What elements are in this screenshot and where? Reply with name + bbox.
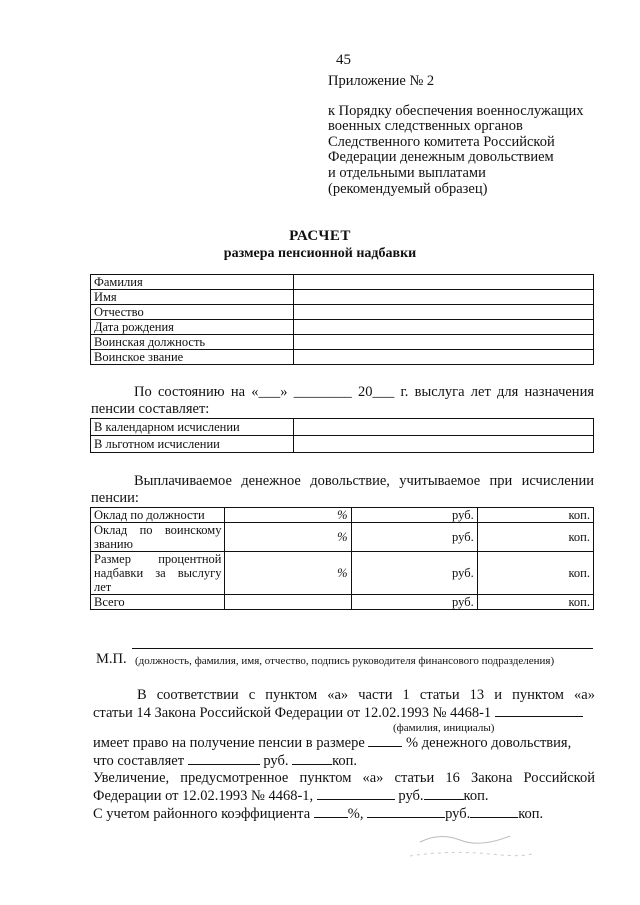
signature-line[interactable]	[132, 648, 593, 649]
value-cell[interactable]	[294, 320, 594, 335]
increase-text: Федерации от 12.02.1993 № 4468-1,	[93, 788, 314, 804]
pension-right-text: имеет право на получение пенсии в размере	[93, 735, 365, 751]
kop-label: коп.	[463, 788, 489, 804]
document-title: РАСЧЕТ	[289, 228, 351, 244]
row-label: Воинское звание	[91, 350, 294, 365]
conclusion-line-4	[93, 752, 595, 770]
appendix-title: Приложение № 2	[328, 73, 435, 89]
kop-cell[interactable]: коп.	[477, 552, 593, 595]
kop-cell[interactable]: коп.	[477, 595, 593, 610]
table-row	[91, 595, 594, 610]
fio-note: (фамилия, инициалы)	[393, 722, 495, 734]
kop-blank[interactable]	[292, 752, 332, 765]
stamp-stroke	[410, 852, 535, 856]
conclusion-line-3	[93, 734, 595, 752]
value-cell[interactable]	[294, 275, 594, 290]
rub-cell[interactable]: руб.	[351, 595, 477, 610]
page-number: 45	[336, 52, 351, 68]
value-cell[interactable]	[294, 436, 594, 453]
amount-text: что составляет	[93, 753, 185, 769]
personal-data-table	[90, 274, 594, 365]
value-cell[interactable]	[294, 419, 594, 436]
law-reference: статьи 14 Закона Российской Федерации от 12.02.1993 № 4468-1	[93, 705, 492, 721]
appendix-line: (рекомендуемый образец)	[328, 180, 488, 197]
row-label: В календарном исчислении	[91, 419, 294, 436]
rub-label: руб.	[263, 753, 289, 769]
rub-cell[interactable]: руб.	[351, 508, 477, 523]
pay-line-2: пенсии:	[91, 490, 139, 506]
document-subtitle: размера пенсионной надбавки	[223, 246, 417, 261]
row-label: Оклад по воинскому званию	[91, 523, 225, 552]
value-cell[interactable]	[294, 290, 594, 305]
percent-cell[interactable]: %	[225, 508, 351, 523]
signature-note: (должность, фамилия, имя, отчество, подпись руководителя финансового подразделения)	[135, 655, 555, 667]
faded-stamp-mark	[400, 812, 540, 868]
coefficient-text: С учетом районного коэффициента	[93, 806, 311, 822]
table-row	[91, 275, 594, 290]
row-label: Оклад по должности	[91, 508, 225, 523]
value-cell[interactable]	[294, 335, 594, 350]
appendix-line: Следственного комитета Российской	[328, 133, 555, 150]
table-row	[91, 290, 594, 305]
kop-cell[interactable]: коп.	[477, 508, 593, 523]
rub-cell[interactable]: руб.	[351, 552, 477, 595]
conclusion-line-1: В соответствии с пунктом «а» части 1 статьи 13 и пунктом «а»	[137, 687, 595, 703]
percent-cell[interactable]: %	[225, 523, 351, 552]
mp-stamp-label: М.П.	[96, 651, 127, 667]
appendix-block	[328, 74, 584, 197]
table-row	[91, 523, 594, 552]
row-label: Всего	[91, 595, 225, 610]
kop-blank[interactable]	[424, 787, 464, 800]
appendix-line: и отдельными выплатами	[328, 164, 486, 181]
row-label: Имя	[91, 290, 294, 305]
stamp-stroke	[420, 836, 510, 843]
pay-paragraph	[91, 473, 594, 507]
pay-line-1: Выплачиваемое денежное довольствие, учитываемое при исчислении	[134, 473, 594, 489]
value-cell[interactable]	[294, 350, 594, 365]
percent-blank[interactable]	[368, 734, 402, 747]
table-row	[91, 436, 594, 453]
service-line-2: пенсии составляет:	[91, 401, 210, 417]
row-label: Дата рождения	[91, 320, 294, 335]
kop-cell[interactable]: коп.	[477, 523, 593, 552]
table-row	[91, 350, 594, 365]
row-label: В льготном исчислении	[91, 436, 294, 453]
rub-blank[interactable]	[188, 752, 260, 765]
rub-label: руб.	[445, 806, 471, 822]
table-row	[91, 508, 594, 523]
conclusion-line-5: Увеличение, предусмотренное пунктом «а» статьи 16 Закона Российской	[93, 770, 595, 786]
increase-blank[interactable]	[317, 787, 395, 800]
rub-cell[interactable]: руб.	[351, 523, 477, 552]
value-cell[interactable]	[294, 305, 594, 320]
service-line-1: По состоянию на «___» ________ 20___ г. выслуга лет для назначения	[134, 384, 594, 400]
table-row	[91, 320, 594, 335]
pension-percent-text: % денежного довольствия,	[406, 735, 572, 751]
conclusion-line-2	[93, 704, 595, 722]
appendix-line: к Порядку обеспечения военнослужащих	[328, 102, 584, 119]
appendix-line: Федерации денежным довольствием	[328, 149, 554, 166]
document-heading	[0, 228, 640, 262]
coefficient-blank[interactable]	[314, 805, 348, 818]
table-row	[91, 552, 594, 595]
rub-label: руб.	[398, 788, 424, 804]
fio-blank[interactable]	[495, 704, 583, 717]
percent-cell[interactable]: %	[225, 552, 351, 595]
percent-cell[interactable]	[225, 595, 351, 610]
table-row	[91, 305, 594, 320]
kop-label: коп.	[518, 806, 544, 822]
table-row	[91, 419, 594, 436]
row-label: Воинская должность	[91, 335, 294, 350]
row-label: Размер процентной надбавки за выслугу лет	[91, 552, 225, 595]
pay-table	[90, 507, 594, 610]
row-label: Фамилия	[91, 275, 294, 290]
table-row	[91, 335, 594, 350]
percent-label: %,	[347, 806, 364, 822]
conclusion-line-6	[93, 787, 595, 805]
service-paragraph	[91, 384, 594, 418]
conclusion-paragraph	[93, 687, 595, 823]
service-length-table	[90, 418, 594, 453]
row-label: Отчество	[91, 305, 294, 320]
appendix-line: военных следственных органов	[328, 118, 523, 135]
kop-label: коп.	[332, 753, 358, 769]
